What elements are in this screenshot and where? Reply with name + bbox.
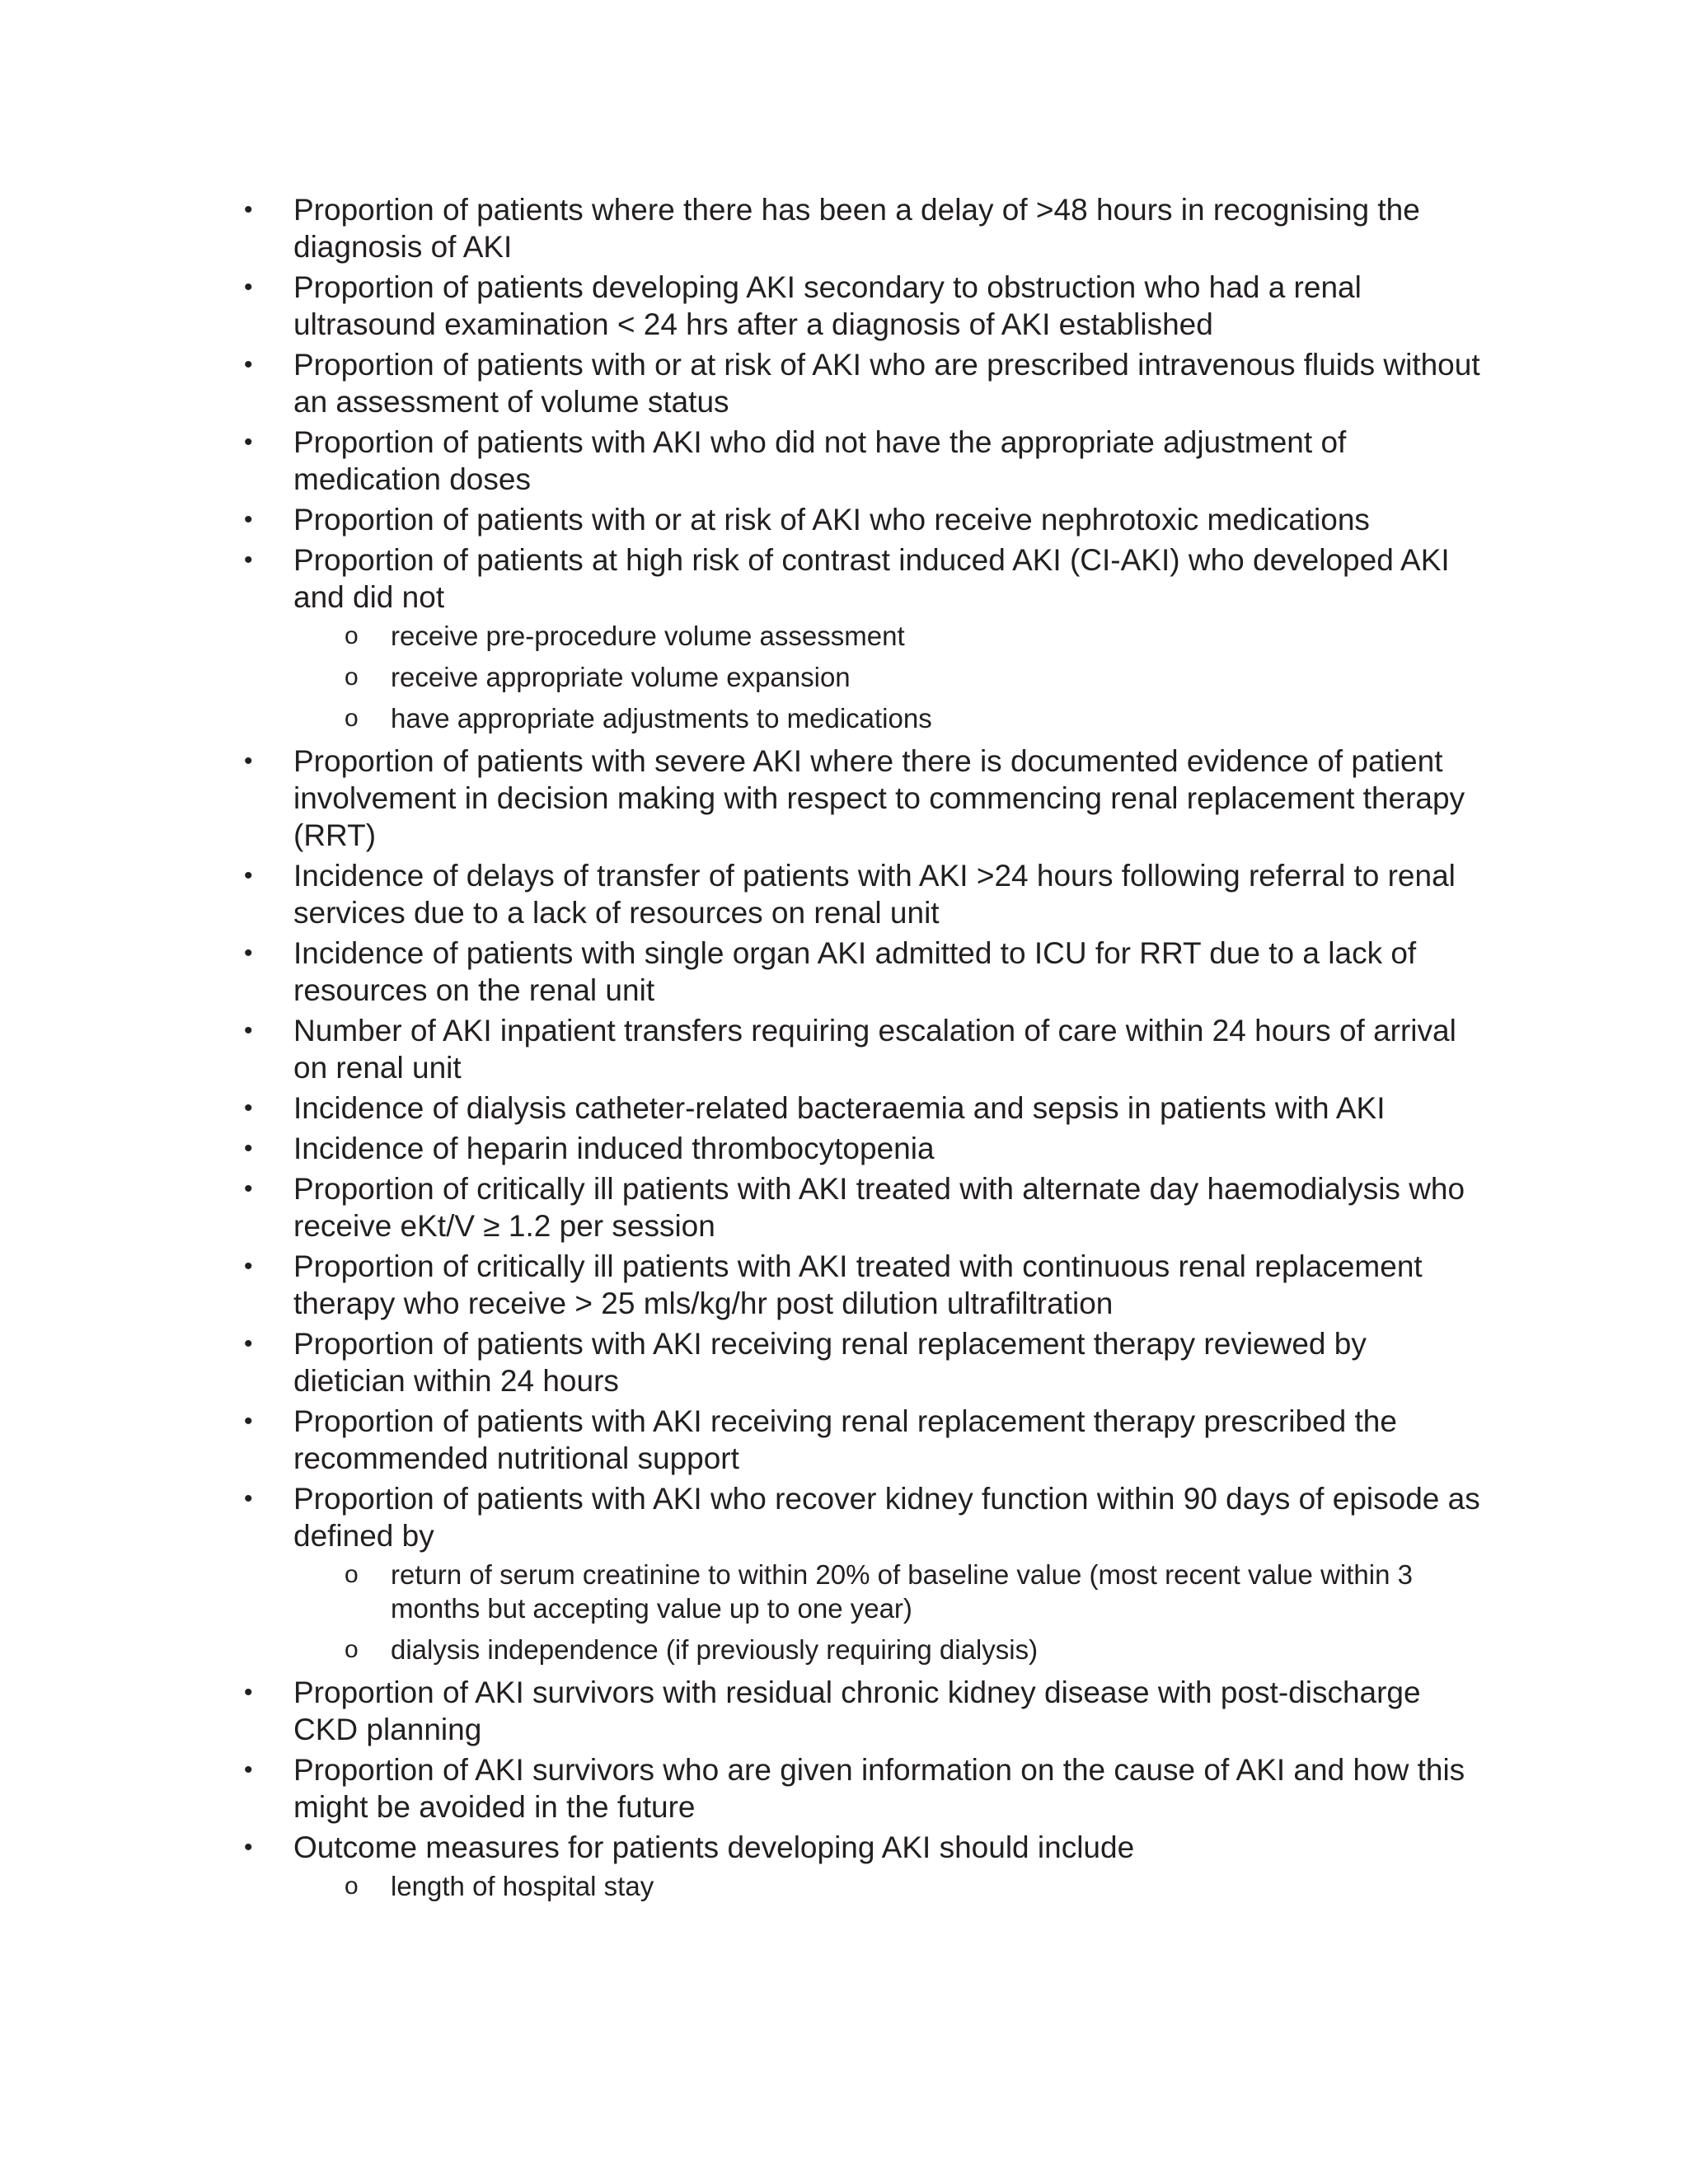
sub-bullet-icon: o [345, 1561, 359, 1588]
list-item [0, 501, 1482, 538]
sub-bullet-icon: o [345, 1872, 359, 1900]
list-item-text: Proportion of patients with or at risk of AKI who are prescribed intravenous fluids without an assessment of volume status [293, 348, 1480, 419]
bullet-icon: • [244, 1408, 253, 1435]
bullet-icon: • [244, 1175, 253, 1202]
sub-bullet-icon: o [345, 622, 359, 649]
list-item [0, 1751, 1482, 1825]
bullet-icon: • [244, 1094, 253, 1122]
list-item-text: Proportion of patients with AKI who recover kidney function within 90 days of episode as defined by [293, 1482, 1480, 1553]
list-item [0, 857, 1482, 931]
list-item [0, 1090, 1482, 1127]
bullet-icon: • [244, 546, 253, 574]
bullet-icon: • [244, 1485, 253, 1512]
list-item-text: Proportion of patients with or at risk of AKI who receive nephrotoxic medications [293, 503, 1370, 537]
sub-bullet-icon: o [345, 663, 359, 691]
sub-bullet-icon: o [345, 705, 359, 732]
bullet-icon: • [244, 1679, 253, 1706]
list-item [0, 1674, 1482, 1748]
sub-list-item-text: return of serum creatinine to within 20% of baseline value (most recent value within 3 months but accepting value up to one year) [391, 1559, 1413, 1624]
list-item-text: Proportion of critically ill patients with AKI treated with alternate day haemodialysis who receive eKt/V ≥ 1.2 per session [293, 1172, 1465, 1243]
list-item-text: Proportion of critically ill patients with AKI treated with continuous renal replacement therapy who receive > 25 mls/kg/hr post dilution ultrafiltration [293, 1249, 1423, 1320]
list-item [0, 346, 1482, 420]
list-item [0, 1829, 1482, 1866]
sub-list-item-text: receive appropriate volume expansion [391, 662, 851, 692]
bullet-icon: • [244, 1330, 253, 1357]
list-item [0, 424, 1482, 498]
list-item [0, 1130, 1482, 1167]
list-item [0, 1170, 1482, 1244]
list-item-text: Number of AKI inpatient transfers requiring escalation of care within 24 hours of arrival on renal unit [293, 1014, 1456, 1085]
sub-list-item-text: length of hospital stay [391, 1871, 654, 1901]
bullet-icon: • [244, 1253, 253, 1280]
bullet-icon: • [244, 748, 253, 775]
list-item [0, 1480, 1482, 1554]
list-item [0, 191, 1482, 265]
sub-list-item [0, 619, 1462, 653]
sub-bullet-icon: o [345, 1636, 359, 1663]
list-item-text: Outcome measures for patients developing AKI should include [293, 1830, 1135, 1864]
list-item-text: Proportion of patients where there has been a delay of >48 hours in recognising the diagnosis of AKI [293, 193, 1420, 264]
bullet-icon: • [244, 1017, 253, 1044]
sub-list-item [0, 1558, 1462, 1625]
quality-measures-list [0, 191, 1688, 1910]
list-item-text: Proportion of patients developing AKI secondary to obstruction who had a renal ultrasound examination < 24 hrs after a diagnosis of AKI established [293, 270, 1362, 341]
list-item [0, 743, 1482, 854]
list-item-text: Incidence of dialysis catheter-related bacteraemia and sepsis in patients with AKI [293, 1091, 1386, 1125]
list-item-text: Proportion of patients with AKI receiving renal replacement therapy prescribed the recommended nutritional support [293, 1404, 1397, 1475]
list-item-text: Incidence of heparin induced thrombocytopenia [293, 1132, 935, 1165]
sub-list-item-text: have appropriate adjustments to medications [391, 703, 932, 733]
list-item [0, 1012, 1482, 1086]
bullet-icon: • [244, 506, 253, 533]
bullet-icon: • [244, 940, 253, 967]
bullet-icon: • [244, 351, 253, 378]
bullet-icon: • [244, 862, 253, 889]
bullet-icon: • [244, 1756, 253, 1783]
list-item-text: Proportion of AKI survivors with residual chronic kidney disease with post-discharge CKD planning [293, 1675, 1421, 1746]
list-item [0, 1325, 1482, 1399]
list-item-text: Proportion of patients with severe AKI where there is documented evidence of patient involvement in decision making with respect to commencing renal replacement therapy (RRT) [293, 744, 1465, 852]
bullet-icon: • [244, 274, 253, 301]
sub-list-item-text: receive pre-procedure volume assessment [391, 621, 905, 651]
bullet-icon: • [244, 1135, 253, 1162]
list-item [0, 1403, 1482, 1477]
sub-list-item [0, 701, 1462, 735]
bullet-icon: • [244, 1834, 253, 1861]
sub-list-item-text: dialysis independence (if previously requiring dialysis) [391, 1634, 1039, 1665]
list-item [0, 935, 1482, 1009]
list-item-text: Proportion of patients with AKI receiving renal replacement therapy reviewed by dietician within 24 hours [293, 1327, 1367, 1398]
list-item [0, 1248, 1482, 1322]
sub-list-item [0, 1633, 1462, 1666]
list-item [0, 269, 1482, 343]
list-item [0, 541, 1482, 616]
bullet-icon: • [244, 196, 253, 223]
list-item-text: Incidence of patients with single organ AKI admitted to ICU for RRT due to a lack of resources on the renal unit [293, 936, 1417, 1007]
list-item-text: Proportion of patients with AKI who did not have the appropriate adjustment of medication doses [293, 425, 1347, 496]
sub-list-item [0, 660, 1462, 694]
sub-list-item [0, 1869, 1462, 1903]
bullet-icon: • [244, 429, 253, 456]
list-item-text: Proportion of AKI survivors who are given information on the cause of AKI and how this might be avoided in the future [293, 1753, 1465, 1824]
list-item-text: Proportion of patients at high risk of contrast induced AKI (CI-AKI) who developed AKI and did not [293, 543, 1450, 614]
list-item-text: Incidence of delays of transfer of patients with AKI >24 hours following referral to renal services due to a lack of resources on renal unit [293, 859, 1456, 930]
